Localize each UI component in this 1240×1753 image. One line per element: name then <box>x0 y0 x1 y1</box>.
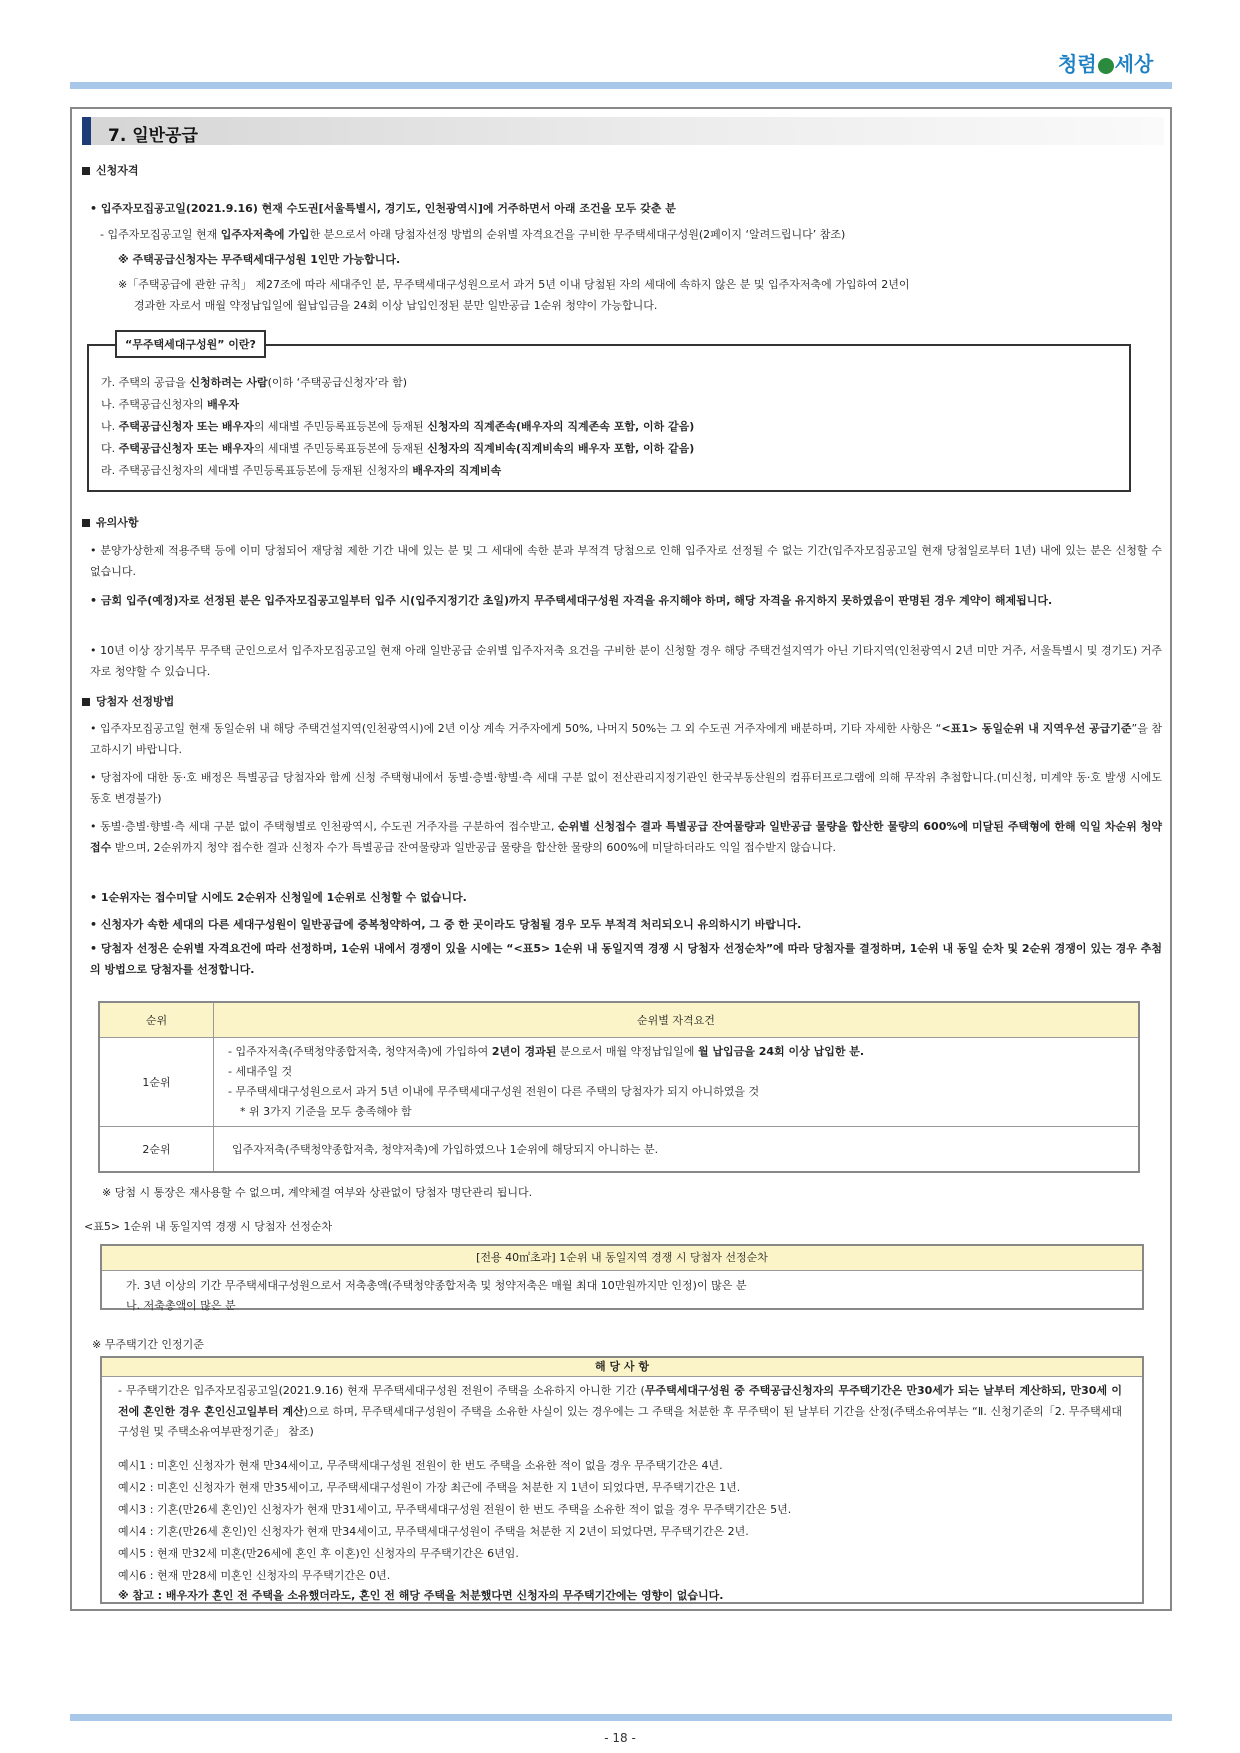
rank-1-line-3: - 무주택세대구성원으로서 과거 5년 이내에 무주택세대구성원 전원이 다른 주택의 당첨자가 되지 아니하였을 것 <box>228 1085 760 1098</box>
table5-line-1: 가. 3년 이상의 기간 무주택세대구성원으로서 저축총액(주택청약종합저축 및 청약저축은 매월 최대 10만원까지만 인정)이 많은 분 <box>126 1279 747 1292</box>
nohouse-example-1: 예시1 : 미혼인 신청자가 현재 만34세이고, 무주택세대구성원 전원이 한 번도 주택을 소유한 적이 없을 경우 무주택기간은 4년. <box>118 1459 723 1472</box>
method-item-1: • 입주자모집공고일 현재 동일순위 내 해당 주택건설지역(인천광역시)에 2년 이상 계속 거주자에게 50%, 나머지 50%는 그 외 수도권 거주자에게 배분하며, 기타 자세한 사항은 “<표1> 동일순위 내 지역우선 공급기준”을 참고하시기 바랍니다. <box>90 722 1162 756</box>
nohouse-header: 해 당 사 항 <box>102 1358 1142 1377</box>
table-row <box>99 1127 1139 1173</box>
rank-1-requirements <box>214 1038 1140 1127</box>
def-line-4: 다. 주택공급신청자 또는 배우자의 세대별 주민등록표등본에 등재된 신청자의 직계비속(직계비속의 배우자 포함, 이하 같음) <box>101 442 695 455</box>
qual-note2-line1: ※「주택공급에 관한 규칙」 제27조에 따라 세대주인 분, 무주택세대구성원으로서 과거 5년 이내 당첨된 자의 세대에 속하지 않은 분 및 입주자저축에 가입하여 2년이 <box>118 278 910 291</box>
nohouse-example-4: 예시4 : 기혼(만26세 혼인)인 신청자가 현재 만34세이고, 무주택세대구성원이 주택을 처분한 지 2년이 되었다면, 무주택기간은 2년. <box>118 1525 749 1538</box>
section-title-bar <box>82 117 1164 145</box>
def-line-2: 나. 주택공급신청자의 배우자 <box>101 398 240 411</box>
globe-icon <box>1098 58 1114 74</box>
nohouse-example-6: 예시6 : 현재 만28세 미혼인 신청자의 무주택기간은 0년. <box>118 1569 391 1582</box>
square-bullet-icon <box>82 519 90 527</box>
rank-table <box>98 1001 1140 1173</box>
rank-2-requirements: 입주자저축(주택청약종합저축, 청약저축)에 가입하였으나 1순위에 해당되지 아니하는 분. <box>214 1127 1140 1173</box>
nohouse-example-5: 예시5 : 현재 만32세 미혼(만26세에 혼인 후 이혼)인 신청자의 무주택기간은 6년임. <box>118 1547 519 1560</box>
nohouse-caption: ※ 무주택기간 인정기준 <box>92 1338 204 1351</box>
notice-item-3: • 10년 이상 장기복무 무주택 군인으로서 입주자모집공고일 현재 아래 일반공급 순위별 입주자저축 요건을 구비한 분이 신청할 경우 해당 주택건설지역가 아닌 기타지역(인천광역시 2년 미만 거주, 서울특별시 및 경기도) 거주자로 청약할 수 있습니다. <box>90 644 1162 678</box>
method-item-3: • 동별·층별·향별·측 세대 구분 없이 주택형별로 인천광역시, 수도권 거주자를 구분하여 접수받고, 순위별 신청접수 결과 특별공급 잔여물량과 일반공급 물량을 합산한 물량의 600%에 미달된 주택형에 한해 익일 차순위 청약접수 받으며, 2순위까지 청약 접수한 결과 신청자 수가 특별공급 잔여물량과 일반공급 물량을 합산한 물량의 600%에 미달하더라도 익일 접수받지 않습니다. <box>90 820 1162 854</box>
page-number: - 18 - <box>604 1731 636 1745</box>
logo: 청렴 세상 <box>1058 52 1154 76</box>
table5-header: [전용 40㎡초과] 1순위 내 동일지역 경쟁 시 당첨자 선정순차 <box>102 1246 1142 1271</box>
rank-1-line-1: - 입주자저축(주택청약종합저축, 청약저축)에 가입하여 2년이 경과된 분으로서 매월 약정납입일에 월 납입금을 24회 이상 납입한 분. <box>228 1045 865 1058</box>
method-item-6: • 당첨자 선정은 순위별 자격요건에 따라 선정하며, 1순위 내에서 경쟁이 있을 시에는 “<표5> 1순위 내 동일지역 경쟁 시 당첨자 선정순차”에 따라 당첨자를 결정하며, 1순위 내 동일 순차 및 2순위 경쟁이 있는 경우 추첨의 방법으로 당첨자를 선정합니다. <box>90 942 1162 976</box>
nohouse-example-2: 예시2 : 미혼인 신청자가 현재 만35세이고, 무주택세대구성원이 가장 최근에 주택을 처분한 지 1년이 되었다면, 무주택기간은 1년. <box>118 1481 741 1494</box>
rank-2-label: 2순위 <box>99 1127 214 1173</box>
rank-col-header: 순위 <box>99 1002 214 1038</box>
rank-1-line-4: * 위 3가지 기준을 모두 충족해야 함 <box>240 1105 412 1118</box>
method-item-2: • 당첨자에 대한 동·호 배정은 특별공급 당첨자와 함께 신청 주택형내에서 동별·층별·향별·측 세대 구분 없이 전산관리지정기관인 한국부동산원의 컴퓨터프로그램에 의해 무작위 추첨합니다.(미신청, 미계약 동·호 발생 시에도 동호 변경불가) <box>90 771 1162 805</box>
qual-heading: 신청자격 <box>82 162 139 178</box>
notice-heading: 유의사항 <box>82 514 139 530</box>
notice-item-1: • 분양가상한제 적용주택 등에 이미 당첨되어 재당첨 제한 기간 내에 있는 분 및 그 세대에 속한 분과 부적격 당첨으로 인해 입주자로 선정될 수 없는 기간(입주자모집공고일 현재 당첨일로부터 1년) 내에 있는 분은 신청할 수 없습니다. <box>90 544 1162 578</box>
qual-dash: - 입주자모집공고일 현재 입주자저축에 가입한 분으로서 아래 당첨자선정 방법의 순위별 자격요건을 구비한 무주택세대구성원(2페이지 ‘알려드립니다’ 참조) <box>100 228 846 241</box>
rank-1-line-2: - 세대주일 것 <box>228 1065 293 1078</box>
nohouse-table <box>100 1356 1144 1604</box>
method-item-4: • 1순위자는 접수미달 시에도 2순위자 신청일에 1순위로 신청할 수 없습니다. <box>90 891 467 904</box>
qual-bullet: • 입주자모집공고일(2021.9.16) 현재 수도권[서울특별시, 경기도, 인천광역시]에 거주하면서 아래 조건을 모두 갖춘 분 <box>90 202 676 215</box>
def-line-5: 라. 주택공급신청자의 세대별 주민등록표등본에 등재된 신청자의 배우자의 직계비속 <box>101 464 502 477</box>
method-item-5: • 신청자가 속한 세대의 다른 세대구성원이 일반공급에 중복청약하여, 그 중 한 곳이라도 당첨될 경우 모두 부적격 처리되오니 유의하시기 바랍니다. <box>90 918 802 931</box>
nohouse-definition: - 무주택기간은 입주자모집공고일(2021.9.16) 현재 무주택세대구성원 전원이 주택을 소유하지 아니한 기간 (무주택세대구성원 중 주택공급신청자의 무주택기간은 만30세가 되는 날부터 계산하되, 만30세 이전에 혼인한 경우 혼인신고일부터 계산)으로 하며, 무주택세대구성원이 주택을 소유한 사실이 있는 경우에는 그 주택을 처분한 후 무주택이 된 날부터 기간을 산정(주택소유여부는 “Ⅱ. 신청기준의「2. 무주택세대구성원 및 주택소유여부판정기준」 참조) <box>118 1384 1122 1438</box>
table5 <box>100 1244 1144 1310</box>
definition-box-label: “무주택세대구성원” 이란? <box>115 330 266 358</box>
qual-note2-line2: 경과한 자로서 매월 약정납입일에 월납입금을 24회 이상 납입인정된 분만 일반공급 1순위 청약이 가능합니다. <box>134 299 658 312</box>
section-title: 7. 일반공급 <box>108 126 198 146</box>
table5-caption: <표5> 1순위 내 동일지역 경쟁 시 당첨자 선정순차 <box>84 1220 333 1233</box>
notice-item-2: • 금회 입주(예정)자로 선정된 분은 입주자모집공고일부터 입주 시(입주지정기간 초일)까지 무주택세대구성원 자격을 유지해야 하며, 해당 자격을 유지하지 못하였음이 판명된 경우 계약이 해제됩니다. <box>90 594 1053 607</box>
requirement-col-header: 순위별 자격요건 <box>214 1002 1140 1038</box>
title-marker <box>82 117 91 145</box>
table5-line-2: 나. 저축총액이 많은 분 <box>126 1299 236 1312</box>
nohouse-reference: ※ 참고 : 배우자가 혼인 전 주택을 소유했더라도, 혼인 전 해당 주택을 처분했다면 신청자의 무주택기간에는 영향이 없습니다. <box>118 1589 724 1602</box>
def-line-1: 가. 주택의 공급을 신청하려는 사람(이하 ‘주택공급신청자’라 함) <box>101 376 408 389</box>
footer-rule <box>70 1714 1172 1721</box>
passbook-note: ※ 당첨 시 통장은 재사용할 수 없으며, 계약체결 여부와 상관없이 당첨자 명단관리 됩니다. <box>102 1186 533 1199</box>
nohouse-example-3: 예시3 : 기혼(만26세 혼인)인 신청자가 현재 만31세이고, 무주택세대구성원 전원이 한 번도 주택을 소유한 적이 없을 경우 무주택기간은 5년. <box>118 1503 792 1516</box>
table-row <box>99 1038 1139 1127</box>
def-line-3: 나. 주택공급신청자 또는 배우자의 세대별 주민등록표등본에 등재된 신청자의 직계존속(배우자의 직계존속 포함, 이하 같음) <box>101 420 695 433</box>
qual-note1: ※ 주택공급신청자는 무주택세대구성원 1인만 가능합니다. <box>118 253 401 266</box>
square-bullet-icon <box>82 167 90 175</box>
method-heading: 당첨자 선정방법 <box>82 693 174 709</box>
header-rule <box>70 82 1172 89</box>
rank-1-label: 1순위 <box>99 1038 214 1127</box>
square-bullet-icon <box>82 698 90 706</box>
rank-table-header <box>99 1002 1139 1038</box>
